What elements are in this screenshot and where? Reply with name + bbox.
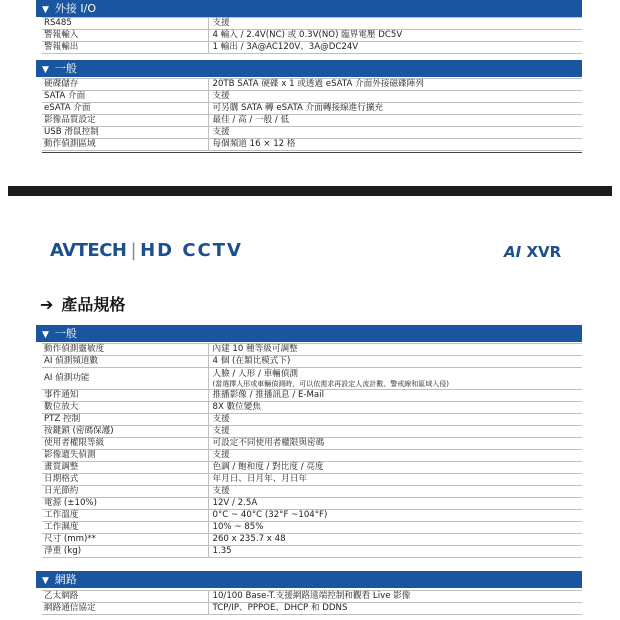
spec-value: 年月日、日月年、月日年 <box>208 474 582 486</box>
table-row <box>42 18 582 30</box>
table-row <box>42 402 582 414</box>
table-row <box>42 139 582 151</box>
table-row <box>42 42 582 54</box>
spec-value: 支援 <box>208 414 582 426</box>
spec-key: 電源 (±10%) <box>42 498 208 510</box>
spec-key: 日光節約 <box>42 486 208 498</box>
spec-value: 內建 10 種等級可調整 <box>208 344 582 356</box>
table-row <box>42 522 582 534</box>
table-row <box>42 390 582 402</box>
table-row <box>42 115 582 127</box>
spec-key: 動作偵測靈敏度 <box>42 344 208 356</box>
section-header-network: ▼ 網路 <box>36 571 582 588</box>
spec-value: 260 x 235.7 x 48 <box>208 534 582 546</box>
spec-key: 影像品質設定 <box>42 115 208 127</box>
spec-value: 1 輸出 / 3A@AC120V、3A@DC24V <box>208 42 582 54</box>
section-header-general: ▼ 一般 <box>36 60 582 77</box>
spec-key: 工作溫度 <box>42 510 208 522</box>
spec-value: 支援 <box>208 18 582 30</box>
spec-key: 事件通知 <box>42 390 208 402</box>
spec-value: 20TB SATA 硬碟 x 1 或透過 eSATA 介面外接磁碟陣列 <box>208 79 582 91</box>
spec-key: 工作濕度 <box>42 522 208 534</box>
ai-xvr-logo: AI XVR <box>504 243 562 261</box>
table-row <box>42 103 582 115</box>
spec-value: 人臉 / 人形 / 車輛偵測 (當選擇人形或車輛偵測時，可以依需求再設定人流計數、警戒線和區域入侵) <box>208 368 582 390</box>
table-row <box>42 474 582 486</box>
section-header-general-2: ▼ 一般 <box>36 325 582 342</box>
spec-key: 影像遺失偵測 <box>42 450 208 462</box>
spec-key: 網路通信協定 <box>42 603 208 615</box>
spec-value: 12V / 2.5A <box>208 498 582 510</box>
table-row <box>42 510 582 522</box>
table-row <box>42 368 582 390</box>
arrow-right-icon: ➔ <box>40 295 54 314</box>
table-bottom-rule <box>42 152 582 153</box>
spec-key: 尺寸 (mm)** <box>42 534 208 546</box>
spec-key: 日期格式 <box>42 474 208 486</box>
table-row <box>42 546 582 558</box>
table-row <box>42 450 582 462</box>
spec-table-network <box>42 590 582 615</box>
table-row <box>42 344 582 356</box>
spec-value: 10/100 Base-T.支援網路遠端控制和觀看 Live 影像 <box>208 591 582 603</box>
spec-value: 支援 <box>208 486 582 498</box>
table-row <box>42 603 582 615</box>
spec-key: 使用者權限等級 <box>42 438 208 450</box>
table-row <box>42 356 582 368</box>
spec-value: TCP/IP、PPPOE、DHCP 和 DDNS <box>208 603 582 615</box>
spec-key: 硬碟儲存 <box>42 79 208 91</box>
table-row <box>42 426 582 438</box>
spec-value: 推播影像 / 推播訊息 / E-Mail <box>208 390 582 402</box>
table-row <box>42 591 582 603</box>
spec-key: 按鍵鎖 (密碼保護) <box>42 426 208 438</box>
spec-value: 可另購 SATA 轉 eSATA 介面轉接線進行擴充 <box>208 103 582 115</box>
spec-value: 1.35 <box>208 546 582 558</box>
spec-value: 支援 <box>208 127 582 139</box>
table-row <box>42 438 582 450</box>
triangle-down-icon: ▼ <box>42 5 49 15</box>
spec-key: AI 偵測頻道數 <box>42 356 208 368</box>
table-row <box>42 91 582 103</box>
spec-value: 支援 <box>208 450 582 462</box>
spec-key: 淨重 (kg) <box>42 546 208 558</box>
avtech-hd-cctv-logo: AVTECH | HD CCTV <box>50 240 243 261</box>
page-title: ➔ 產品規格 <box>40 295 126 314</box>
spec-key: 動作偵測區域 <box>42 139 208 151</box>
table-row <box>42 127 582 139</box>
section-header-io: ▼ 外接 I/O <box>36 0 582 17</box>
spec-key: RS485 <box>42 18 208 30</box>
spec-key: eSATA 介面 <box>42 103 208 115</box>
spec-table-general-2 <box>42 343 582 558</box>
table-row <box>42 534 582 546</box>
table-row <box>42 486 582 498</box>
table-row <box>42 79 582 91</box>
spec-key: SATA 介面 <box>42 91 208 103</box>
table-row <box>42 462 582 474</box>
spec-value: 支援 <box>208 426 582 438</box>
spec-value: 4 個 (在類比模式下) <box>208 356 582 368</box>
page-divider <box>8 186 612 196</box>
spec-value: 可設定不同使用者權限與密碼 <box>208 438 582 450</box>
spec-value: 4 輸入 / 2.4V(NC) 或 0.3V(NO) 臨界電壓 DC5V <box>208 30 582 42</box>
triangle-down-icon: ▼ <box>42 576 49 586</box>
spec-value: 支援 <box>208 91 582 103</box>
spec-table-io <box>42 17 582 54</box>
spec-key: 警報輸出 <box>42 42 208 54</box>
spec-value: 10% ~ 85% <box>208 522 582 534</box>
spec-value: 最佳 / 高 / 一般 / 低 <box>208 115 582 127</box>
table-row <box>42 498 582 510</box>
spec-key: AI 偵測功能 <box>42 368 208 390</box>
spec-key: 警報輸入 <box>42 30 208 42</box>
spec-key: 數位放大 <box>42 402 208 414</box>
spec-value: 8X 數位變焦 <box>208 402 582 414</box>
spec-key: 畫質調整 <box>42 462 208 474</box>
spec-key: PTZ 控制 <box>42 414 208 426</box>
triangle-down-icon: ▼ <box>42 330 49 340</box>
triangle-down-icon: ▼ <box>42 65 49 75</box>
table-row <box>42 414 582 426</box>
spec-key: USB 滑鼠控制 <box>42 127 208 139</box>
table-row <box>42 30 582 42</box>
spec-key: 乙太網路 <box>42 591 208 603</box>
spec-value: 每個頻道 16 × 12 格 <box>208 139 582 151</box>
spec-value: 色調 / 飽和度 / 對比度 / 亮度 <box>208 462 582 474</box>
spec-value: 0°C ~ 40°C (32°F ~104°F) <box>208 510 582 522</box>
spec-table-general <box>42 78 582 151</box>
